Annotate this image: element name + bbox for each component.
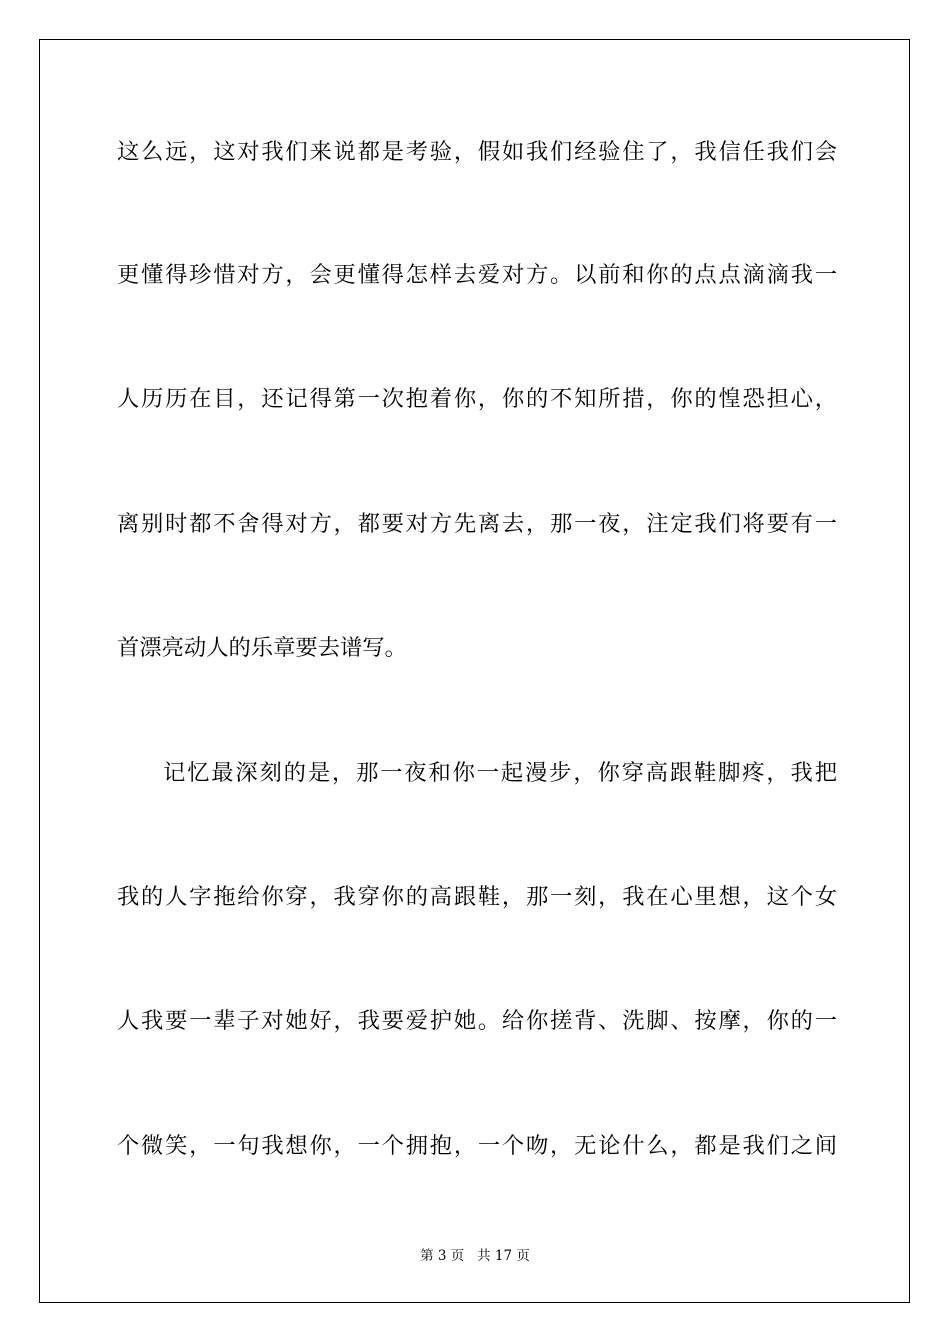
- body-line-2: 更懂得珍惜对方，会更懂得怎样去爱对方。以前和你的点点滴滴我一: [117, 262, 837, 288]
- body-line-8: 人我要一辈子对她好，我要爱护她。给你搓背、洗脚、按摩，你的一: [117, 1008, 837, 1034]
- body-line-6: 记忆最深刻的是，那一夜和你一起漫步，你穿高跟鞋脚疼，我把: [163, 760, 837, 786]
- page-border: [39, 39, 910, 1303]
- body-line-1: 这么远，这对我们来说都是考验，假如我们经验住了，我信任我们会: [117, 139, 837, 165]
- body-line-7: 我的人字拖给你穿，我穿你的高跟鞋，那一刻，我在心里想，这个女: [117, 884, 837, 910]
- page-number-footer: 第 3 页 共 17 页: [420, 1248, 530, 1264]
- body-line-9: 个微笑，一句我想你，一个拥抱，一个吻，无论什么，都是我们之间: [117, 1133, 837, 1159]
- body-line-5: 首漂亮动人的乐章要去谱写。: [117, 635, 407, 661]
- body-line-4: 离别时都不舍得对方，都要对方先离去，那一夜，注定我们将要有一: [117, 511, 837, 537]
- body-line-3: 人历历在目，还记得第一次抱着你，你的不知所措，你的惶恐担心，: [117, 386, 837, 412]
